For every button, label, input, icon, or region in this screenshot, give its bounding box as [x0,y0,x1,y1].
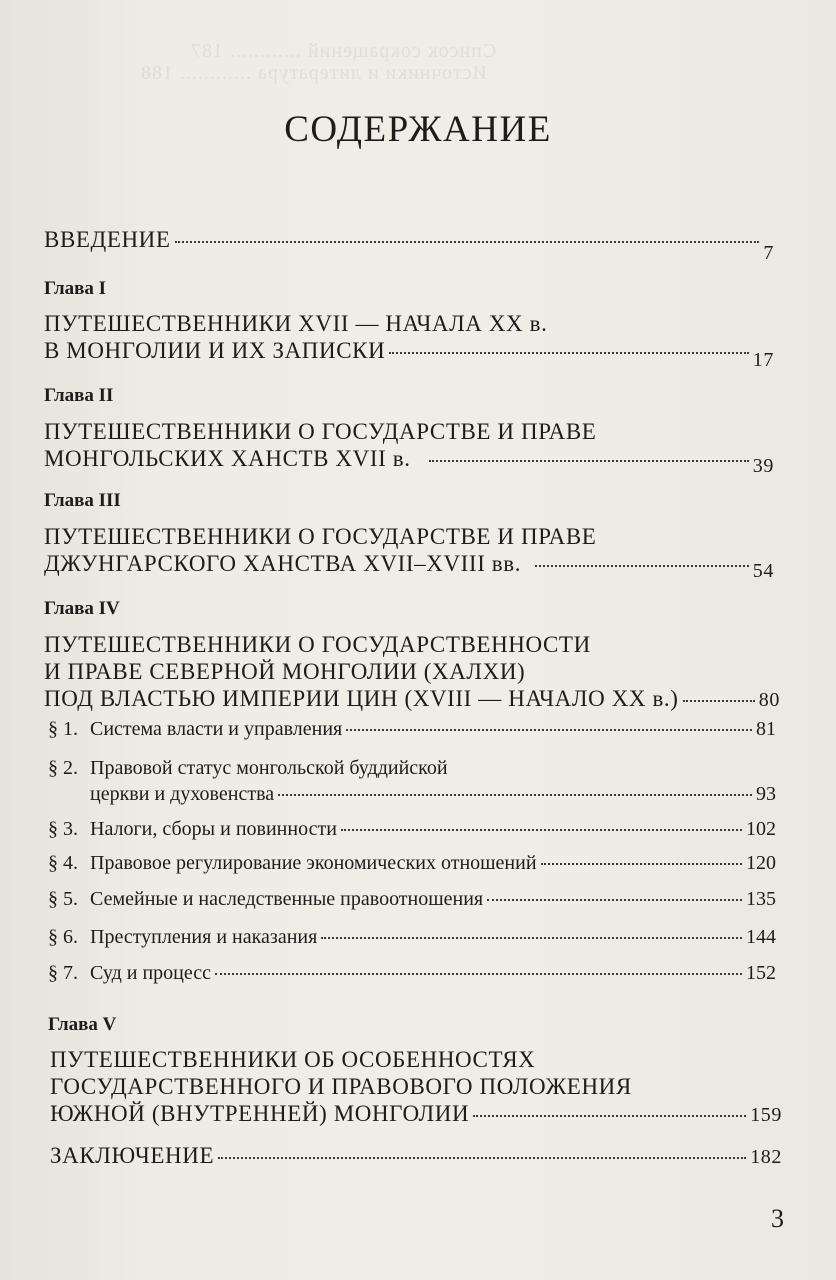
section-number: § 7. [48,962,78,984]
toc-entry-label: ВВЕДЕНИЕ [44,227,171,252]
chapter-heading: Глава III [44,490,121,511]
toc-entry-chapter-5[interactable] [50,1046,782,1129]
toc-page-number: 7 [763,242,774,264]
dot-leader [341,829,742,831]
toc-section-6[interactable] [48,924,776,950]
toc-page-number: 102 [746,818,776,840]
dot-leader [541,863,742,865]
toc-page-number: 81 [756,718,776,740]
toc-entry-label: Правовое регулирование экономических отношений [90,852,537,874]
chapter-heading: Глава II [44,385,114,406]
section-number: § 5. [48,888,78,910]
toc-entry-label: ПУТЕШЕСТВЕННИКИ О ГОСУДАРСТВЕ И ПРАВЕ [44,419,597,444]
section-number: § 3. [48,818,78,840]
chapter-heading: Глава IV [44,598,120,619]
toc-entry-label: Правовой статус монгольской буддийской [90,757,448,779]
toc-section-2[interactable] [48,755,776,807]
toc-entry-label: Преступления и наказания [90,926,318,948]
toc-entry-chapter-3[interactable] [44,523,774,582]
toc-entry-label: ЮЖНОЙ (ВНУТРЕННЕЙ) МОНГОЛИИ [50,1101,470,1126]
toc-entry-label: В МОНГОЛИИ И ИХ ЗАПИСКИ [44,338,386,363]
toc-entry-label: ДЖУНГАРСКОГО ХАНСТВА XVII–XVIII вв. [44,551,522,576]
toc-entry-label: Суд и процесс [90,962,211,984]
toc-section-3[interactable] [48,816,776,842]
section-number: § 4. [48,852,78,874]
section-number: § 2. [48,757,78,779]
toc-entry-introduction[interactable] [44,226,774,264]
toc-entry-label: ПУТЕШЕСТВЕННИКИ О ГОСУДАРСТВЕ И ПРАВЕ [44,524,597,549]
toc-section-1[interactable] [48,716,776,742]
toc-page-number: 39 [752,455,774,477]
toc-page-number: 80 [758,689,780,711]
toc-page-number: 120 [746,852,776,874]
toc-entry-label: Система власти и управления [90,718,343,740]
toc-entry-label: Налоги, сборы и повинности [90,818,337,840]
toc-entry-label: Семейные и наследственные правоотношения [90,888,484,910]
toc-entry-conclusion[interactable] [50,1142,782,1171]
toc-page-number: 182 [750,1146,782,1168]
toc-page-number: 93 [756,783,776,805]
toc-page-number: 17 [752,349,774,371]
dot-leader [683,700,755,702]
dot-leader [535,565,749,567]
section-number: § 6. [48,926,78,948]
page-title: СОДЕРЖАНИЕ [284,109,552,150]
chapter-heading: Глава I [44,278,107,299]
dot-leader [321,937,742,939]
bleed-through-text: Источники и литература ............ 188 [140,62,487,84]
dot-leader [473,1115,746,1117]
toc-entry-label: ПОД ВЛАСТЬЮ ИМПЕРИИ ЦИН (XVIII — НАЧАЛО XX в.) [44,686,679,711]
bleed-through-text: Список сокращений ............ 187 [190,40,497,62]
dot-leader [346,729,752,731]
toc-entry-chapter-1[interactable] [44,310,774,371]
toc-page-number: 159 [750,1104,782,1126]
toc-section-5[interactable] [48,886,776,912]
section-number: § 1. [48,718,78,740]
toc-entry-chapter-4[interactable] [44,631,780,714]
toc-page-number: 152 [746,962,776,984]
toc-entry-label: ГОСУДАРСТВЕННОГО И ПРАВОВОГО ПОЛОЖЕНИЯ [50,1074,632,1099]
toc-entry-label: ЗАКЛЮЧЕНИЕ [50,1143,215,1168]
dot-leader [487,899,742,901]
toc-entry-label: И ПРАВЕ СЕВЕРНОЙ МОНГОЛИИ (ХАЛХИ) [44,659,526,684]
toc-page-number: 144 [746,926,776,948]
toc-entry-label: ПУТЕШЕСТВЕННИКИ О ГОСУДАРСТВЕННОСТИ [44,632,591,657]
dot-leader [175,241,760,243]
toc-entry-label: МОНГОЛЬСКИХ ХАНСТВ XVII в. [44,446,411,471]
dot-leader [278,794,752,796]
dot-leader [389,352,749,354]
toc-entry-label: ПУТЕШЕСТВЕННИКИ XVII — НАЧАЛА XX в. [44,311,548,336]
toc-entry-chapter-2[interactable] [44,418,774,477]
toc-section-4[interactable] [48,850,776,876]
toc-entry-label: церкви и духовенства [90,783,275,805]
chapter-heading: Глава V [48,1014,117,1035]
toc-entry-label: ПУТЕШЕСТВЕННИКИ ОБ ОСОБЕННОСТЯХ [50,1047,536,1072]
toc-section-7[interactable] [48,960,776,986]
toc-page-number: 135 [746,888,776,910]
dot-leader [218,1157,746,1159]
page-number: 3 [771,1204,784,1233]
dot-leader [215,973,742,975]
toc-page-number: 54 [752,560,774,582]
dot-leader [429,460,749,462]
